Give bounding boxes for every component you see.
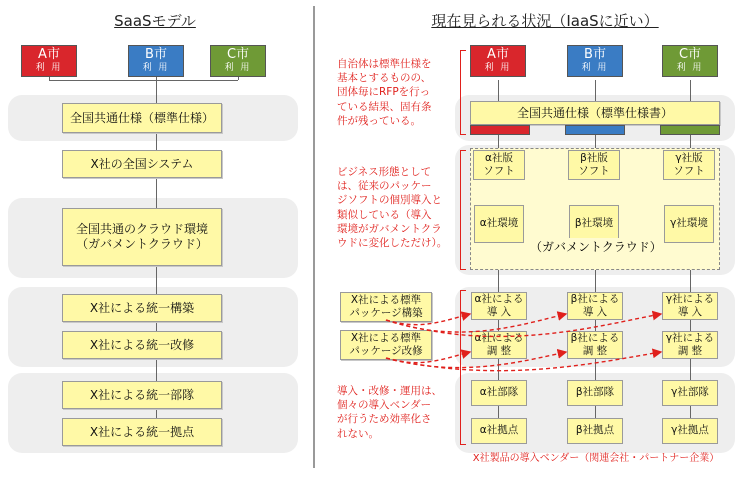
soft-gamma: γ社版 ソフト — [663, 150, 715, 180]
env-beta: β社環境 — [569, 205, 619, 243]
arrow-modify-to-gamma — [386, 352, 661, 371]
adjust-gamma: γ社による 調 整 — [662, 331, 718, 359]
city-name: B市 — [584, 47, 606, 63]
corps-beta: β社部隊 — [567, 380, 623, 406]
note-business: ビジネス形態として は、従来のパッケー ジソフトの個別導入と 類似している（導入 環境がガバメントクラ ウドに変化しただけ）。 — [337, 166, 448, 249]
left-unified-modify: X社による統一改修 — [62, 331, 222, 359]
intro-alpha: α社による 導 入 — [471, 292, 527, 320]
base-gamma: γ社拠点 — [662, 418, 718, 444]
govcloud-label: （ガバメントクラウド） — [530, 240, 662, 254]
note-efficiency: 導入・改修・運用は、 個々の導入ベンダー が行うため効率化さ れない。 — [337, 385, 442, 440]
footer-vendors: X社製品の導入ベンダー（関連会社・パートナー企業） — [472, 453, 720, 464]
left-unified-base: X社による統一拠点 — [62, 418, 222, 446]
intro-gamma: γ社による 導 入 — [662, 292, 718, 320]
left-standard-spec: 全国共通仕様（標準仕様） — [62, 103, 222, 133]
corps-alpha: α社部隊 — [471, 380, 527, 406]
note-bracket-1 — [460, 50, 466, 135]
arrow-build-to-gamma — [386, 314, 661, 336]
arrow-build-to-beta — [386, 314, 566, 332]
adjust-beta: β社による 調 整 — [567, 331, 623, 359]
base-alpha: α社拠点 — [471, 418, 527, 444]
arrow-modify-to-alpha — [386, 352, 470, 363]
left-national-system: X社の全国システム — [62, 150, 222, 178]
left-title: SaaSモデル — [114, 12, 196, 30]
arrow-build-to-alpha — [386, 314, 470, 325]
left-unified-build: X社による統一構築 — [62, 294, 222, 322]
left-unified-corps: X社による統一部隊 — [62, 381, 222, 409]
city-usage: 利 用 — [581, 63, 609, 74]
arrow-modify-to-beta — [386, 352, 566, 368]
corps-gamma: γ社部隊 — [662, 380, 718, 406]
city-usage: 利 用 — [35, 63, 63, 74]
city-name: A市 — [38, 47, 60, 63]
soft-beta: β社版 ソフト — [568, 150, 620, 180]
city-usage: 利 用 — [484, 63, 512, 74]
soft-alpha: α社版 ソフト — [473, 150, 525, 180]
city-name: C市 — [226, 47, 250, 63]
city-name: A市 — [487, 47, 509, 63]
intro-beta: β社による 導 入 — [567, 292, 623, 320]
city-usage: 利 用 — [224, 63, 252, 74]
cloud-env-line1: 全国共通のクラウド環境 — [75, 222, 208, 236]
adjust-alpha: α社による 調 整 — [471, 331, 527, 359]
cloud-env-line2: （ガバメントクラウド） — [76, 237, 208, 251]
city-name: C市 — [678, 47, 702, 63]
env-alpha: α社環境 — [474, 205, 524, 243]
right-standard-spec: 全国共通仕様（標準仕様書） — [470, 101, 720, 125]
city-usage: 利 用 — [142, 63, 170, 74]
env-gamma: γ社環境 — [664, 205, 714, 243]
pkg-modify: X社による標準 パッケージ改修 — [340, 330, 432, 360]
base-beta: β社拠点 — [567, 418, 623, 444]
city-usage: 利 用 — [676, 63, 704, 74]
city-name: B市 — [145, 47, 167, 63]
right-title: 現在見られる状況（IaaSに近い） — [431, 12, 659, 30]
pkg-build: X社による標準 パッケージ構築 — [340, 292, 432, 322]
note-rfp: 自治体は標準仕様を 基本とするものの、 団体毎にRFPを行っ ている結果、固有条 件が残っている。 — [337, 58, 432, 127]
